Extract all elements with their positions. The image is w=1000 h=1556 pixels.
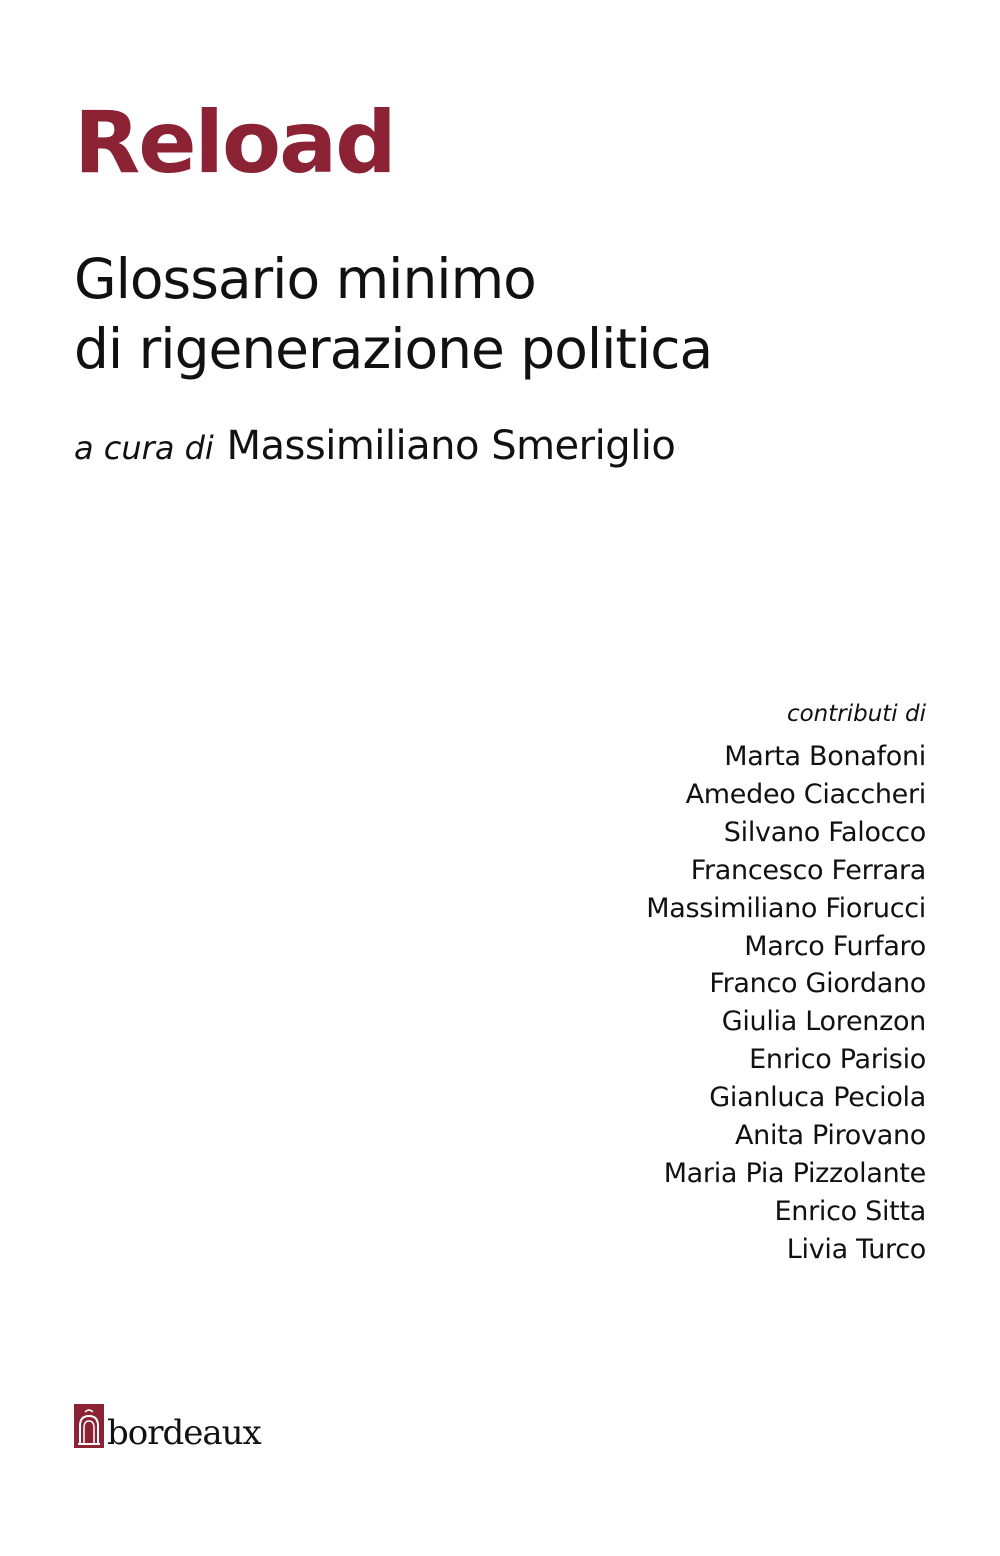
editor-credit (74, 418, 675, 476)
contributor-name: Livia Turco (786, 1233, 926, 1265)
contributors-label: contributi di (786, 701, 926, 727)
contributor-name: Gianluca Peciola (709, 1082, 926, 1114)
subtitle-line-1: Glossario minimo (74, 247, 536, 311)
contributor-name: Amedeo Ciaccheri (685, 778, 926, 810)
contributor-name: Anita Pirovano (735, 1120, 926, 1152)
contributor-name: Franco Giordano (709, 968, 926, 1000)
contributor-name: Marta Bonafoni (724, 741, 926, 772)
contributor-name: Giulia Lorenzon (721, 1006, 926, 1038)
contributor-name: Massimiliano Fiorucci (646, 892, 926, 924)
contributor-name: Silvano Falocco (723, 816, 926, 848)
editor-name: Massimiliano Smeriglio (226, 423, 676, 469)
bordeaux-logo-icon (74, 1404, 104, 1448)
book-subtitle (74, 244, 712, 384)
publisher-logo (74, 1400, 261, 1453)
contributors-list (646, 738, 926, 1269)
contributor-name: Enrico Sitta (774, 1195, 926, 1227)
editor-prefix: a cura di (74, 429, 214, 467)
book-title: Reload (74, 93, 395, 193)
contributors-section (646, 700, 926, 1269)
subtitle-line-2: di rigenerazione politica (74, 317, 713, 381)
contributor-name: Maria Pia Pizzolante (663, 1157, 926, 1189)
contributor-name: Francesco Ferrara (690, 854, 926, 886)
contributor-name: Enrico Parisio (749, 1044, 926, 1076)
contributor-name: Marco Furfaro (744, 930, 926, 962)
publisher-name: bordeaux (107, 1413, 261, 1453)
